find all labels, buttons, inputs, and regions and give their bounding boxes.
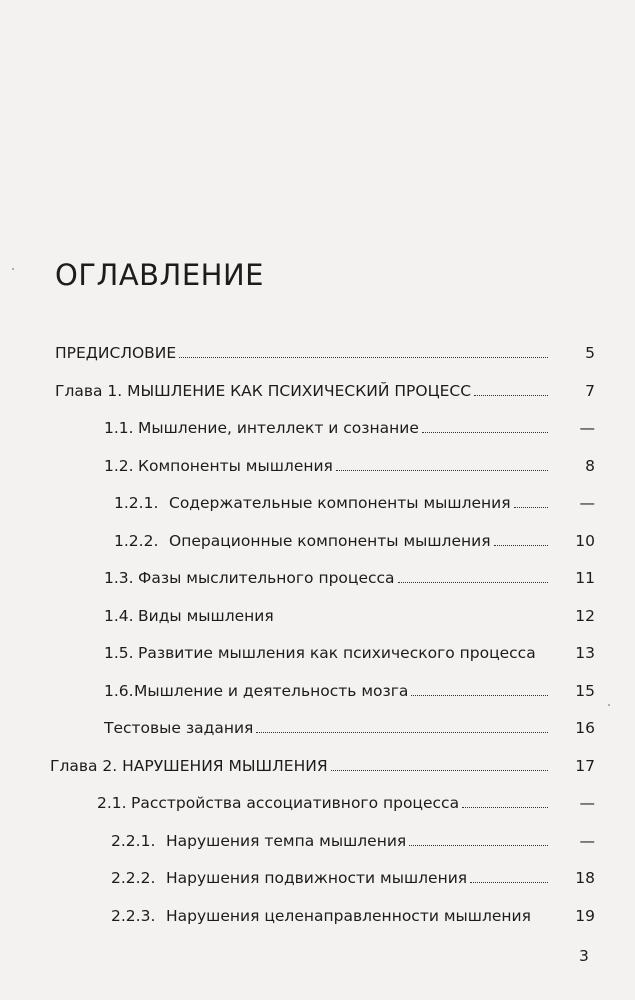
entry-title: Глава 1. МЫШЛЕНИЕ КАК ПСИХИЧЕСКИЙ ПРОЦЕСС	[55, 382, 472, 400]
toc-entry	[55, 381, 548, 401]
entry-title: Мышление, интеллект и сознание	[138, 419, 419, 437]
toc-entry	[97, 793, 548, 813]
toc-entry	[104, 456, 548, 476]
toc-entry	[104, 568, 548, 588]
dot-leader	[494, 545, 548, 546]
entry-title: Нарушения темпа мышления	[166, 832, 407, 850]
entry-page: 12	[575, 607, 595, 625]
entry-page: 7	[585, 382, 595, 400]
entry-number: 2.1.	[97, 794, 127, 812]
toc-entry	[111, 868, 548, 888]
toc-entry	[50, 756, 548, 776]
entry-page: 8	[585, 457, 595, 475]
dot-leader	[398, 582, 548, 583]
toc-entry	[104, 643, 548, 663]
entry-page: —	[579, 419, 595, 437]
entry-title: Тестовые задания	[104, 719, 254, 737]
toc-entry	[114, 531, 548, 551]
dot-leader	[411, 695, 548, 696]
entry-number: 1.4.	[104, 607, 134, 625]
toc-entry	[104, 681, 548, 701]
entry-number: 2.2.3.	[111, 907, 156, 925]
entry-number: 1.2.2.	[114, 532, 159, 550]
dot-leader	[336, 470, 548, 471]
dot-leader	[409, 845, 548, 846]
entry-number: 2.2.2.	[111, 869, 156, 887]
entry-title: Фазы мыслительного процесса	[138, 569, 395, 587]
toc-entry	[104, 418, 548, 438]
entry-page: 16	[575, 719, 595, 737]
entry-title: Развитие мышления как психического процесса	[138, 644, 536, 662]
entry-number: 1.2.	[104, 457, 134, 475]
entry-page: 17	[575, 757, 595, 775]
entry-page: —	[579, 832, 595, 850]
entry-title: Компоненты мышления	[138, 457, 333, 475]
entry-page: 5	[585, 344, 595, 362]
dot-leader	[474, 395, 548, 396]
toc-entry	[55, 343, 548, 363]
entry-number: 1.2.1.	[114, 494, 159, 512]
entry-title: ПРЕДИСЛОВИЕ	[55, 344, 177, 362]
entry-title: Содержательные компоненты мышления	[169, 494, 511, 512]
toc-entry	[111, 831, 548, 851]
dot-leader	[331, 770, 548, 771]
dot-leader	[179, 357, 548, 358]
entry-page: 19	[575, 907, 595, 925]
dot-leader	[256, 732, 548, 733]
entry-title: Виды мышления	[138, 607, 274, 625]
entry-page: 15	[575, 682, 595, 700]
entry-title: Нарушения подвижности мышления	[166, 869, 468, 887]
dot-leader	[470, 882, 548, 883]
entry-number: 1.3.	[104, 569, 134, 587]
entry-number: 1.6.	[104, 682, 134, 700]
page-number: 3	[579, 947, 589, 965]
dot-leader	[462, 807, 548, 808]
paper-speck	[12, 268, 14, 270]
paper-speck	[608, 704, 610, 706]
toc-entry	[114, 493, 548, 513]
entry-page: 10	[575, 532, 595, 550]
entry-title: Глава 2. НАРУШЕНИЯ МЫШЛЕНИЯ	[50, 757, 328, 775]
toc-heading: ОГЛАВЛЕНИЕ	[55, 258, 265, 292]
entry-title: Нарушения целенаправленности мышления	[166, 907, 531, 925]
toc-entry	[111, 906, 548, 926]
dot-leader	[514, 507, 548, 508]
entry-title: Мышление и деятельность мозга	[134, 682, 409, 700]
dot-leader	[422, 432, 548, 433]
entry-page: 13	[575, 644, 595, 662]
entry-page: —	[579, 794, 595, 812]
toc-entry	[104, 606, 548, 626]
entry-number: 1.1.	[104, 419, 134, 437]
toc-entry	[104, 718, 548, 738]
entry-title: Расстройства ассоциативного процесса	[131, 794, 460, 812]
entry-page: —	[579, 494, 595, 512]
entry-number: 1.5.	[104, 644, 134, 662]
entry-page: 11	[575, 569, 595, 587]
entry-title: Операционные компоненты мышления	[169, 532, 491, 550]
entry-page: 18	[575, 869, 595, 887]
entry-number: 2.2.1.	[111, 832, 156, 850]
